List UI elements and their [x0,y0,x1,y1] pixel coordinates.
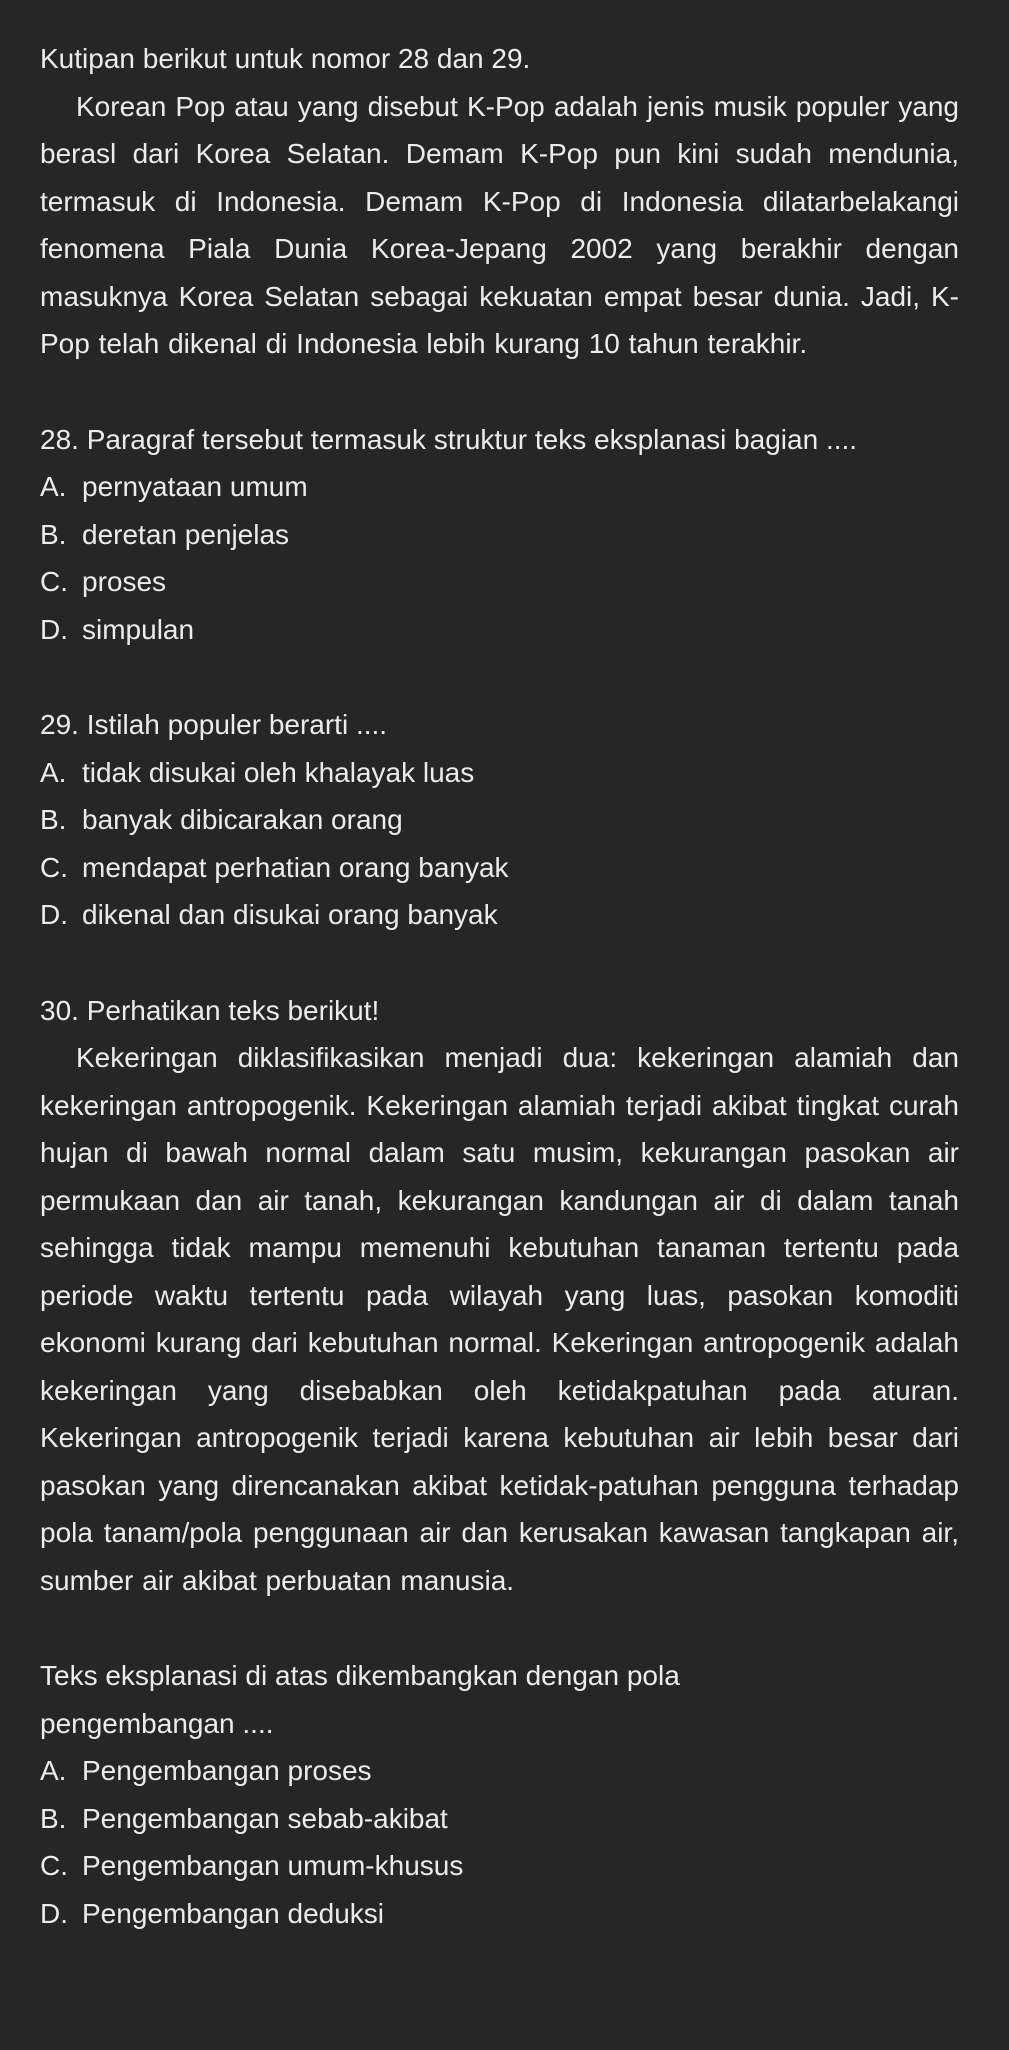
option-30-a: A. Pengembangan proses [40,1755,372,1786]
option-28-b: B. deretan penjelas [40,518,290,550]
option-29-a: A. tidak disukai oleh khalayak luas [40,756,475,788]
kpop-passage: Korean Pop atau yang disebut K-Pop adalah jenis musik populer yang berasl dari Korea Selatan. Demam K-Pop pun kini sudah mendunia, termasuk di Indonesia. Demam K-Pop di Indonesia dilatarbelakangi fenomena Piala Dunia Korea-Jepang 2002 yang berakhir dengan masuknya Korea Selatan sebagai kekuatan empat besar dunia. Jadi, K-Pop telah dikenal di Indonesia lebih kurang 10 tahun terakhir. [40,90,959,359]
question-28-options [40,463,959,653]
question-28: 28. Paragraf tersebut termasuk struktur teks eksplanasi bagian .... [40,423,858,455]
option-28-a: A. pernyataan umum [40,471,308,502]
option-30-b: B. Pengembangan sebab-akibat [40,1802,448,1834]
option-30-d: D. Pengembangan deduksi [40,1897,385,1929]
question-30-options [40,1747,959,1937]
question-29: 29. Istilah populer berarti .... [40,709,388,740]
option-28-d: D. simpulan [40,613,195,645]
intro-text: Kutipan berikut untuk nomor 28 dan 29. [40,43,531,74]
question-29-options [40,749,959,939]
option-30-c: C. Pengembangan umum-khusus [40,1850,464,1881]
spacer [40,653,959,701]
option-29-b: B. banyak dibicarakan orang [40,804,403,835]
option-28-c: C. proses [40,566,167,597]
spacer [40,1604,959,1652]
question-30-heading: 30. Perhatikan teks berikut! [40,994,380,1026]
spacer [40,368,959,416]
drought-passage: Kekeringan diklasifikasikan menjadi dua: kekeringan alamiah dan kekeringan antropogenik. Kekeringan alamiah terjadi akibat tingkat curah hujan di bawah normal dalam satu musim, kekurangan pasokan air permukaan dan air tanah, kekurangan kandungan air di dalam tanah sehingga tidak mampu memenuhi kebutuhan tanaman tertentu pada periode waktu tertentu pada wilayah yang luas, pasokan komoditi ekonomi kurang dari kebutuhan normal. Kekeringan antropogenik adalah kekeringan yang disebabkan oleh ketidakpatuhan pada aturan. Kekeringan antropogenik terjadi karena kebutuhan air lebih besar dari pasokan yang direncanakan akibat ketidak-patuhan pengguna terhadap pola tanam/pola penggunaan air dan kerusakan kawasan tangkapan air, sumber air akibat perbuatan manusia. [40,1042,959,1596]
option-29-d: D. dikenal dan disukai orang banyak [40,899,498,930]
spacer [40,939,959,987]
option-29-c: C. mendapat perhatian orang banyak [40,851,509,883]
question-30: Teks eksplanasi di atas dikembangkan dengan pola pengembangan .... [40,1660,680,1739]
